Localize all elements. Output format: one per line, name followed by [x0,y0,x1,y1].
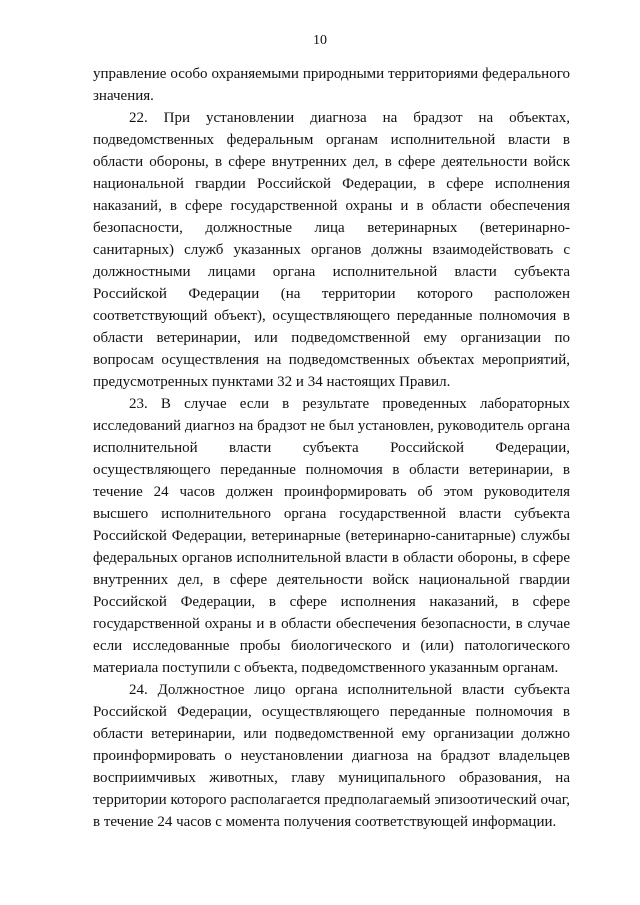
paragraph-continuation: управление особо охраняемыми природными территориями федерального значения. [93,66,570,104]
paragraph-22: 22. При установлении диагноза на брадзот на объектах, подведомственных федеральным органам исполнительной власти в области обороны, в сфере внутренних дел, в сфере деятельности войск национальной гвардии Российской Федерации, в сфере исполнения наказаний, в сфере государственной охраны и в области обеспечения безопасности, должностные лица ветеринарных (ветеринарно-санитарных) служб указанных органов должны взаимодействовать с должностными лицами органа исполнительной власти субъекта Российской Федерации (на территории которого расположен соответствующий объект), осуществляющего переданные полномочия в области ветеринарии, или подведомственной ему организации по вопросам осуществления на подведомственных объектах мероприятий, предусмотренных пунктами 32 и 34 настоящих Правил. [93,110,570,390]
page-number: 10 [313,33,327,48]
paragraph-24: 24. Должностное лицо органа исполнительной власти субъекта Российской Федерации, осуществляющего переданные полномочия в области ветеринарии, или подведомственной ему организации должно проинформировать о неустановлении диагноза на брадзот владельцев восприимчивых животных, главу муниципального образования, на территории которого располагается предполагаемый эпизоотический очаг, в течение 24 часов с момента получения соответствующей информации. [93,682,570,830]
paragraph-23: 23. В случае если в результате проведенных лабораторных исследований диагноз на брадзот не был установлен, руководитель органа исполнительной власти субъекта Российской Федерации, осуществляющего переданные полномочия в области ветеринарии, в течение 24 часов должен проинформировать об этом руководителя высшего исполнительного органа государственной власти субъекта Российской Федерации, ветеринарные (ветеринарно-санитарные) службы федеральных органов исполнительной власти в области обороны, в сфере внутренних дел, в сфере деятельности войск национальной гвардии Российской Федерации, в сфере исполнения наказаний, в сфере государственной охраны и в области обеспечения безопасности, в случае если исследованные пробы биологического и (или) патологического материала поступили с объекта, подведомственного указанным органам. [93,396,570,676]
document-body [93,63,570,833]
